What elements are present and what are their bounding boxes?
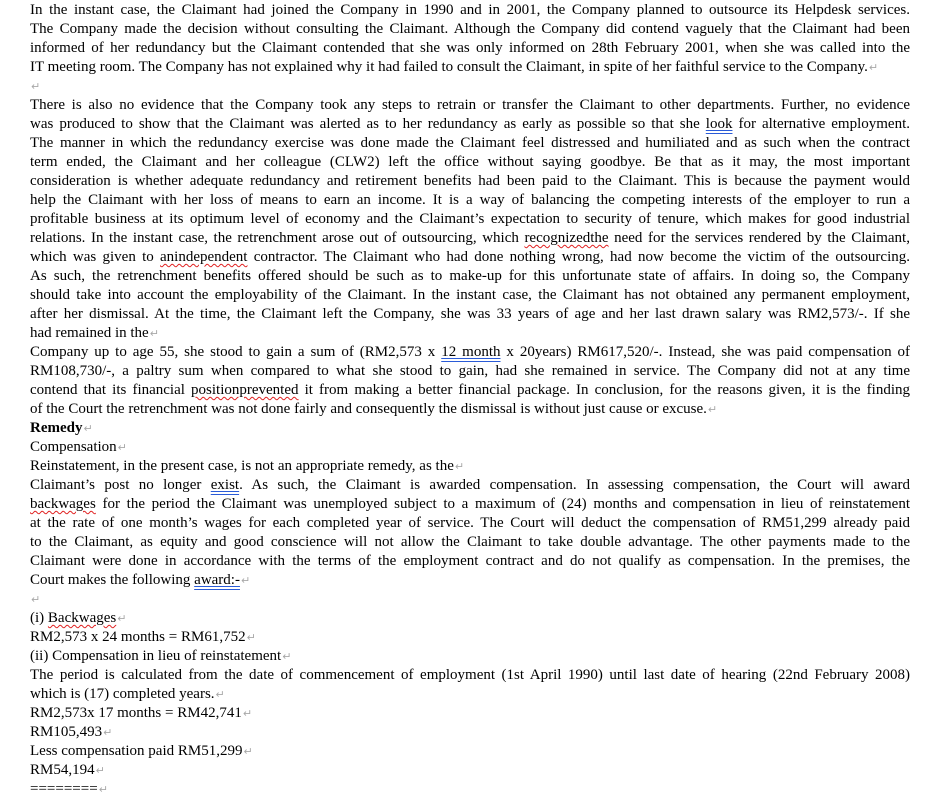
- text-line: [30, 609, 910, 628]
- text-line: [30, 514, 910, 533]
- paragraph-mark-icon: ↵: [282, 650, 292, 663]
- grammar-flag-word: 12 month: [441, 344, 501, 360]
- text-segment: RM2,573x 17 months = RM42,741: [30, 705, 242, 721]
- text-segment: ========: [30, 781, 98, 797]
- text-segment: relations. In the instant case, the retrenchment arose out of outsourcing, which: [30, 230, 525, 246]
- paragraph-mark-icon: ↵: [242, 707, 253, 720]
- text-segment: Less compensation paid RM51,299: [30, 743, 243, 759]
- text-segment: Claimant were done in accordance with the terms of the employment contract and do not qualify as compensation. In the premises, the: [30, 553, 910, 569]
- text-line: [30, 153, 910, 172]
- text-segment: The Company made the decision without consulting the Claimant. Although the Company did contend vaguely that the Claimant had been: [30, 21, 910, 37]
- text-line: [30, 381, 910, 400]
- paragraph-mark-icon: ↵: [31, 80, 41, 93]
- paragraph-mark-icon: ↵: [83, 422, 93, 435]
- text-line: [30, 343, 910, 362]
- spelling-error-word: anindependent: [160, 249, 248, 265]
- text-line: [30, 20, 910, 39]
- text-segment: profitable business at its optimum level of economy and the Claimant’s expectation to security of tenure, which makes for good industrial: [30, 211, 910, 227]
- text-segment: IT meeting room. The Company has not explained why it had failed to consult the Claimant, in spite of her faithful service to the Company.: [30, 59, 868, 75]
- text-line: [30, 552, 910, 571]
- text-line: [30, 704, 910, 723]
- paragraph-mark-icon: ↵: [117, 441, 127, 454]
- text-line: [30, 742, 910, 761]
- text-line: [30, 248, 910, 267]
- empty-line: [30, 77, 910, 96]
- text-segment: Court makes the following: [30, 572, 195, 588]
- document-body[interactable]: [30, 1, 910, 799]
- text-segment: RM54,194: [30, 762, 95, 778]
- text-segment: (ii) Compensation in lieu of reinstatement: [30, 648, 282, 664]
- text-line: [30, 115, 910, 134]
- spelling-error-word: positionprevented: [191, 382, 299, 398]
- text-line: [30, 476, 910, 495]
- text-line: [30, 1, 910, 20]
- spelling-error-word: recognizedthe: [524, 230, 609, 246]
- text-line: [30, 267, 910, 286]
- text-segment: should take into account the employability of the Claimant. In the instant case, the Claimant has not obtained any permanent employment,: [30, 287, 910, 303]
- paragraph-mark-icon: ↵: [215, 688, 225, 701]
- text-segment: There is also no evidence that the Company took any steps to retrain or transfer the Claimant to other departments. Further, no evidence: [30, 97, 910, 113]
- text-line: [30, 172, 910, 191]
- text-line: [30, 286, 910, 305]
- text-segment: informed of her redundancy but the Claimant contended that she was only informed on 28th February 2001, when she was called into the: [30, 40, 910, 56]
- text-segment: RM105,493: [30, 724, 103, 740]
- text-line: [30, 780, 910, 799]
- text-segment: after her dismissal. At the time, the Claimant left the Company, she was 33 years of age and her last drawn salary was RM2,573/-. If she: [30, 306, 910, 322]
- text-line: [30, 457, 910, 476]
- text-line: [30, 533, 910, 552]
- paragraph-mark-icon: ↵: [240, 574, 251, 587]
- paragraph-mark-icon: ↵: [246, 631, 256, 644]
- text-line: [30, 628, 910, 647]
- empty-line: [30, 590, 910, 609]
- paragraph-mark-icon: ↵: [95, 764, 105, 777]
- paragraph-mark-icon: ↵: [103, 726, 113, 739]
- text-segment: was produced to show that the Claimant was alerted as to her redundancy as early as possible so that she: [30, 116, 706, 132]
- text-line: [30, 571, 910, 590]
- text-line: [30, 438, 910, 457]
- paragraph-mark-icon: ↵: [707, 403, 718, 416]
- text-segment: In the instant case, the Claimant had joined the Company in 1990 and in 2001, the Company planned to outsource its Helpdesk services.: [30, 2, 910, 18]
- text-line: [30, 723, 910, 742]
- text-segment: for the period the Claimant was unemployed subject to a maximum of (24) months and compensation in lieu of reinstatement: [95, 496, 910, 512]
- text-segment: to the Claimant, as equity and good conscience will not allow the Claimant to take double advantage. The other payments made to the: [30, 534, 910, 550]
- text-line: [30, 685, 910, 704]
- text-line: [30, 96, 910, 115]
- paragraph-mark-icon: ↵: [243, 745, 253, 758]
- section-heading: Remedy: [30, 420, 83, 436]
- text-line: [30, 761, 910, 780]
- grammar-flag-word: exist: [210, 477, 240, 493]
- text-line: [30, 58, 910, 77]
- text-segment: contend that its financial: [30, 382, 192, 398]
- text-line: [30, 134, 910, 153]
- text-segment: . As such, the Claimant is awarded compensation. In assessing compensation, the Court will award: [239, 477, 910, 493]
- text-segment: for alternative employment.: [732, 116, 910, 132]
- text-segment: it from making a better financial package. In conclusion, for the reasons given, it is the finding: [298, 382, 910, 398]
- text-segment: x 20years) RM617,520/-. Instead, she was paid compensation of: [500, 344, 910, 360]
- text-segment: RM2,573 x 24 months = RM61,752: [30, 629, 246, 645]
- text-segment: Company up to age 55, she stood to gain a sum of (RM2,573 x: [30, 344, 442, 360]
- text-segment: Compensation: [30, 439, 117, 455]
- text-segment: Claimant’s post no longer: [30, 477, 211, 493]
- text-segment: As such, the retrenchment benefits offered should be such as to make-up for this unfortunate state of affairs. In doing so, the Company: [30, 268, 910, 284]
- text-segment: consideration is whether adequate redundancy and retirement benefits had been paid to the Claimant. This is because the payment would: [30, 173, 910, 189]
- text-segment: which was given to: [30, 249, 160, 265]
- paragraph-mark-icon: ↵: [149, 327, 159, 340]
- text-segment: RM108,730/-, a paltry sum when compared to what she stood to gain, had she remained in service. The Company did not at any time: [30, 363, 910, 379]
- paragraph-mark-icon: ↵: [454, 460, 465, 473]
- text-line: [30, 229, 910, 248]
- text-line: [30, 324, 910, 343]
- paragraph-mark-icon: ↵: [98, 783, 108, 796]
- text-line: [30, 419, 910, 438]
- text-line: [30, 400, 910, 419]
- text-segment: The period is calculated from the date of commencement of employment (1st April 1990) until last date of hearing (22nd February 2008): [30, 667, 910, 683]
- text-segment: (i): [30, 610, 48, 626]
- grammar-flag-word: look: [705, 116, 733, 132]
- grammar-flag-word: award:-: [194, 572, 240, 588]
- text-segment: which is (17) completed years.: [30, 686, 215, 702]
- text-segment: had remained in the: [30, 325, 149, 341]
- text-line: [30, 305, 910, 324]
- text-segment: help the Claimant with her loss of means to earn an income. It is a way of balancing the competing interests of the employer to run a: [30, 192, 910, 208]
- text-line: [30, 191, 910, 210]
- paragraph-mark-icon: ↵: [31, 593, 41, 606]
- paragraph-mark-icon: ↵: [117, 612, 127, 625]
- paragraph-mark-icon: ↵: [868, 61, 879, 74]
- text-segment: contractor. The Claimant who had done nothing wrong, had now become the victim of the outsourcing.: [247, 249, 911, 265]
- text-line: [30, 495, 910, 514]
- text-segment: of the Court the retrenchment was not done fairly and consequently the dismissal is without just cause or excuse.: [30, 401, 707, 417]
- text-segment: Reinstatement, in the present case, is not an appropriate remedy, as the: [30, 458, 454, 474]
- spelling-error-word: backwages: [30, 496, 96, 512]
- text-segment: need for the services rendered by the Claimant,: [608, 230, 910, 246]
- spelling-error-word: Backwages: [47, 610, 117, 626]
- text-line: [30, 666, 910, 685]
- text-segment: The manner in which the redundancy exercise was done made the Claimant feel distressed and humiliated and as such when the contract: [30, 135, 910, 151]
- text-line: [30, 647, 910, 666]
- text-segment: at the rate of one month’s wages for each completed year of service. The Court will deduct the compensation of RM51,299 already paid: [30, 515, 910, 531]
- text-line: [30, 362, 910, 381]
- text-line: [30, 39, 910, 58]
- text-line: [30, 210, 910, 229]
- text-segment: term ended, the Claimant and her colleague (CLW2) left the office without saying goodbye. Be that as it may, the most important: [30, 154, 910, 170]
